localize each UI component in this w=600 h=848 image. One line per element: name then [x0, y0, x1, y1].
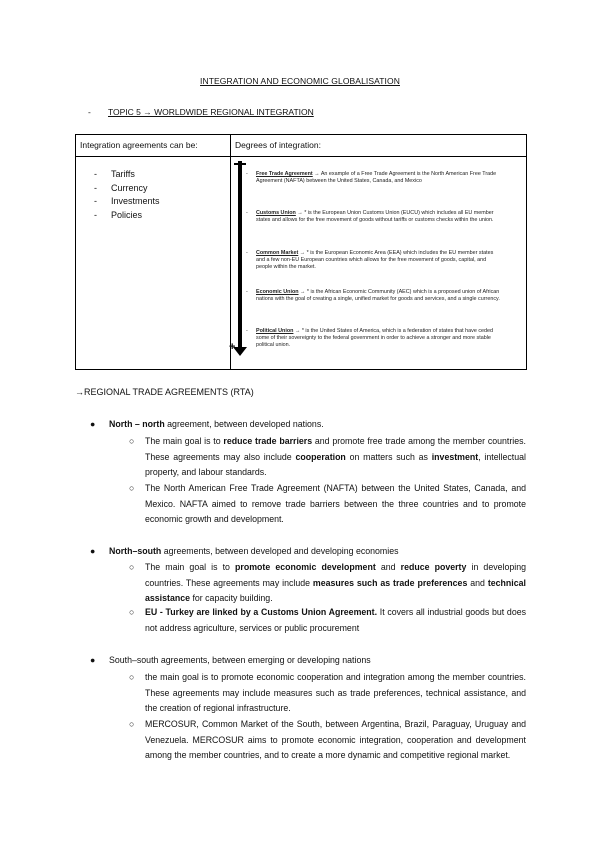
bullet-icon: ● [90, 419, 96, 429]
degree-item: - Free Trade Agreement → An example of a Free Trade Agreement is the North American Free Trade Agreement (NAFTA) between the United States, Canada, and Mexico [246, 171, 497, 184]
bullet-icon: ● [90, 546, 96, 556]
bullet-icon: ● [90, 655, 96, 665]
agreements-cell [76, 157, 231, 370]
agreements-list [76, 157, 230, 223]
list-item: - Policies [94, 209, 143, 220]
circle-bullet-icon: ○ [129, 607, 135, 617]
circle-bullet-icon: ○ [129, 436, 135, 446]
integration-table [75, 134, 527, 370]
degrees-header: Degrees of integration: [231, 135, 527, 157]
list-item: - Tariffs [94, 169, 135, 179]
topic-heading [88, 107, 314, 117]
plus-sign: + [229, 341, 236, 353]
circle-bullet-icon: ○ [129, 672, 135, 682]
circle-bullet-icon: ○ [129, 719, 135, 729]
degree-item: - Political Union → * is the United States of America, which is a federation of states that have ceded some of their sovereignty to the federal government in order to achieve a stronger and more stable political union. [246, 328, 494, 348]
degree-item: - Economic Union → * is the African Economic Community (AEC) which is a proposed union of African nations with the goal of creating a single, unified market for goods and services, and a single currency. [246, 289, 500, 302]
rta-heading: →REGIONAL TRADE AGREEMENTS (RTA) [75, 387, 254, 397]
agreements-header: Integration agreements can be: [76, 135, 231, 157]
degrees-cell [231, 157, 527, 370]
degree-item: - Customs Union → * is the European Union Customs Union (EUCU) which includes all EU member states and allows for the free movement of goods without tariffs or customs checks within the union. [246, 210, 494, 223]
integration-scale-bar [238, 161, 242, 351]
page-title: INTEGRATION AND ECONOMIC GLOBALISATION [200, 76, 400, 86]
arrow-down-icon [233, 347, 247, 356]
circle-bullet-icon: ○ [129, 483, 135, 493]
list-item: - Currency [94, 182, 148, 193]
topic-text: TOPIC 5 → WORLDWIDE REGIONAL INTEGRATION [108, 107, 314, 117]
circle-bullet-icon: ○ [129, 562, 135, 572]
topic-dash: - [88, 107, 91, 117]
list-item: - Investments [94, 196, 160, 206]
degree-item: - Common Market → * is the European Economic Area (EEA) which includes the EU member states and a few non-EU European countries which allows for the free movement of goods, capital, and people within the market. [246, 250, 494, 270]
